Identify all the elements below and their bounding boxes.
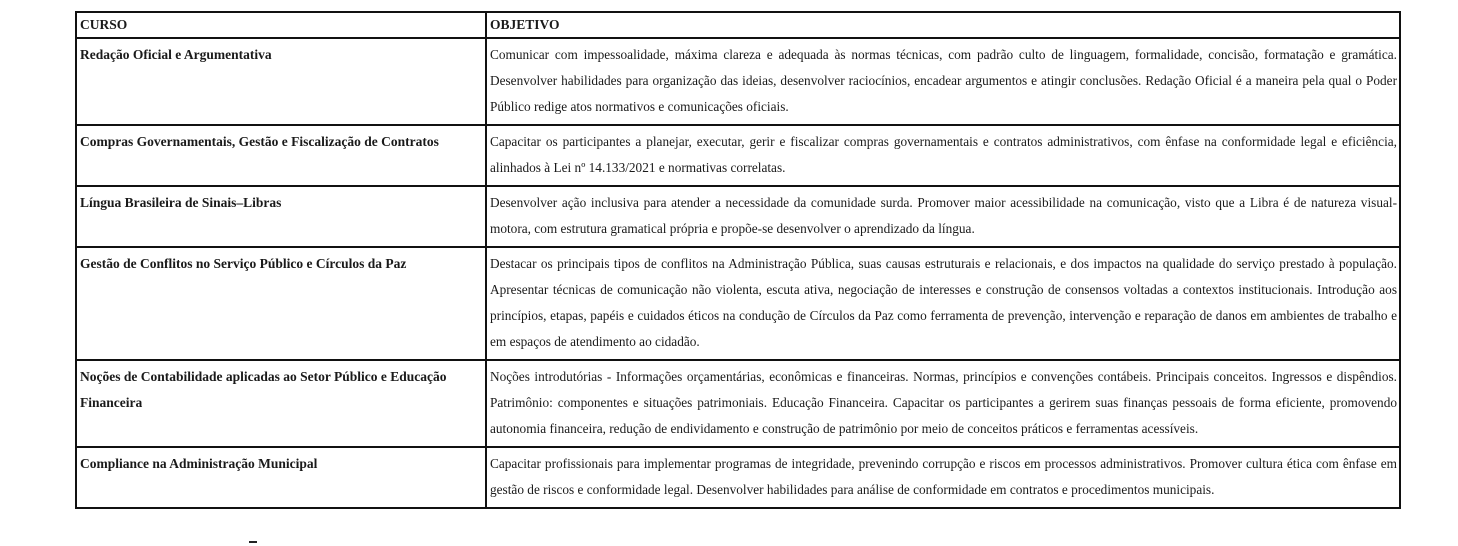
table-row [76, 186, 1400, 247]
course-name: Redação Oficial e Argumentativa [76, 38, 486, 125]
stray-mark [249, 541, 257, 543]
course-name: Gestão de Conflitos no Serviço Público e Círculos da Paz [76, 247, 486, 360]
courses-table [75, 11, 1401, 509]
header-course: CURSO [76, 12, 486, 38]
table-row [76, 447, 1400, 508]
table-row [76, 247, 1400, 360]
course-name: Compliance na Administração Municipal [76, 447, 486, 508]
course-objective: Noções introdutórias - Informações orçamentárias, econômicas e financeiras. Normas, princípios e convenções contábeis. Principais conceitos. Ingressos e dispêndios. Patrimônio: componentes e situações patrimoniais. Educação Financeira. Capacitar os participantes a gerirem suas finanças pessoais de forma eficiente, promovendo autonomia financeira, redução de endividamento e construção de patrimônio por meio de conceitos práticos e ferramentas acessíveis. [486, 360, 1400, 447]
header-row [76, 12, 1400, 38]
course-objective: Desenvolver ação inclusiva para atender a necessidade da comunidade surda. Promover maior acessibilidade na comunicação, visto que a Libra é de natureza visual-motora, com estrutura gramatical própria e propõe-se desenvolver o aprendizado da língua. [486, 186, 1400, 247]
table-row [76, 360, 1400, 447]
header-objective: OBJETIVO [486, 12, 1400, 38]
course-name: Noções de Contabilidade aplicadas ao Setor Público e Educação Financeira [76, 360, 486, 447]
course-objective: Capacitar profissionais para implementar programas de integridade, prevenindo corrupção e riscos em processos administrativos. Promover cultura ética com ênfase em gestão de riscos e conformidade legal. Desenvolver habilidades para análise de conformidade em contratos e procedimentos municipais. [486, 447, 1400, 508]
course-objective: Destacar os principais tipos de conflitos na Administração Pública, suas causas estruturais e relacionais, e dos impactos na qualidade do serviço prestado à população. Apresentar técnicas de comunicação não violenta, escuta ativa, negociação de interesses e construção de consensos voltadas a contextos institucionais. Introdução aos princípios, etapas, papéis e cuidados éticos na condução de Círculos da Paz como ferramenta de prevenção, intervenção e reparação de danos em ambientes de trabalho e em espaços de atendimento ao cidadão. [486, 247, 1400, 360]
table-header [76, 12, 1400, 38]
table-body [76, 38, 1400, 508]
table-row [76, 125, 1400, 186]
course-name: Língua Brasileira de Sinais–Libras [76, 186, 486, 247]
table-row [76, 38, 1400, 125]
course-name: Compras Governamentais, Gestão e Fiscalização de Contratos [76, 125, 486, 186]
course-objective: Comunicar com impessoalidade, máxima clareza e adequada às normas técnicas, com padrão culto de linguagem, formalidade, concisão, formatação e gramática. Desenvolver habilidades para organização das ideias, desenvolver raciocínios, encadear argumentos e atingir conclusões. Redação Oficial é a maneira pela qual o Poder Público redige atos normativos e comunicações oficiais. [486, 38, 1400, 125]
course-objective: Capacitar os participantes a planejar, executar, gerir e fiscalizar compras governamentais e contratos administrativos, com ênfase na conformidade legal e eficiência, alinhados à Lei nº 14.133/2021 e normativas correlatas. [486, 125, 1400, 186]
